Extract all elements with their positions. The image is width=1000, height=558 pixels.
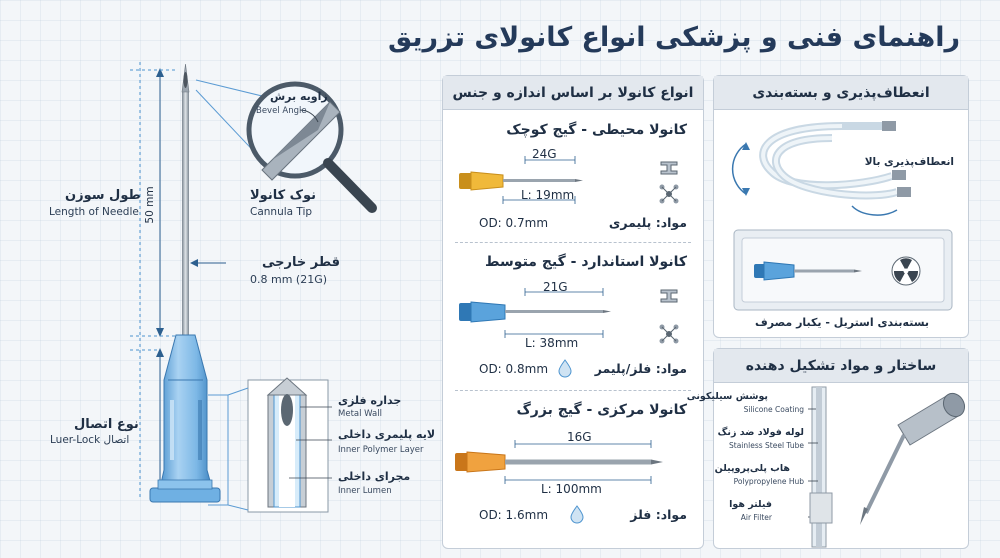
inner-lumen-en: Inner Lumen <box>338 486 392 496</box>
needle-shaft <box>182 92 189 342</box>
flexible-tube-image <box>722 114 962 224</box>
type-1-material: مواد: پلیمری <box>608 215 687 230</box>
type-3-od: OD: 1.6mm <box>479 508 549 522</box>
flex-packaging-panel <box>713 75 969 338</box>
type-1-od: OD: 0.7mm <box>479 216 549 230</box>
luer-lock-base <box>150 488 220 502</box>
page-title: راهنمای فنی و پزشکی انواع کانولای تزریق <box>388 22 960 53</box>
type-divider-2 <box>455 390 691 391</box>
drop-icon <box>569 504 585 524</box>
needle-cutaway-image <box>808 385 968 547</box>
polypropylene-hub-label: هاب پلی‌پروپیلن <box>714 463 790 474</box>
drop-icon <box>557 358 573 378</box>
type-divider-1 <box>455 242 691 243</box>
type-1-length: L: 19mm <box>521 188 575 202</box>
type-2-title: کانولا استاندارد - گیج متوسط <box>485 254 687 270</box>
type-3-material: مواد: فلز <box>630 507 687 522</box>
needle-length-en: Length of Needle <box>49 206 139 218</box>
connector-type-label: نوع اتصال <box>74 417 139 432</box>
type-3-gauge: 16G <box>567 430 592 444</box>
silicone-coating-label: پوشش سیلیکونی <box>686 391 768 402</box>
metal-wall-en: Metal Wall <box>338 409 382 419</box>
high-flexibility-label: انعطاف‌پذیری بالا <box>864 156 954 168</box>
type-1-title: کانولا محیطی - گیج کوچک <box>506 122 687 138</box>
polypropylene-hub-en: Polypropylene Hub <box>733 477 804 486</box>
inner-polymer-en: Inner Polymer Layer <box>338 445 424 455</box>
type-1-gauge: 24G <box>532 147 557 161</box>
outer-diameter-label: قطر خارجی <box>262 255 341 270</box>
bevel-angle-en: Bevel Angle <box>256 106 307 116</box>
steel-bar-icon <box>657 284 681 308</box>
outer-diameter-value: 0.8 mm (21G) <box>250 273 328 286</box>
materials-panel <box>686 348 969 549</box>
type-2-gauge: 21G <box>543 280 568 294</box>
bevel-angle-label: زاویه برش <box>270 90 328 103</box>
type-2-material: مواد: فلز/پلیمر <box>594 361 687 376</box>
air-filter-label: فیلتر هوا <box>729 499 772 510</box>
type-2-length: L: 38mm <box>525 336 579 350</box>
cannula-tip-label: نوک کانولا <box>250 188 317 203</box>
steel-bar-icon <box>657 156 681 180</box>
cannula-tip-en: Cannula Tip <box>250 206 313 218</box>
molecule-icon <box>657 182 681 206</box>
types-panel-header: انواع کانولا بر اساس اندازه و جنس <box>443 76 703 110</box>
length-value-label: 50 mm <box>144 186 156 224</box>
needle-hub <box>160 335 212 488</box>
air-filter-en: Air Filter <box>740 513 772 522</box>
sterile-package-image <box>732 228 954 312</box>
type-2-od: OD: 0.8mm <box>479 362 549 376</box>
type-3-title: کانولا مرکزی - گیج بزرگ <box>516 402 687 418</box>
cannula-types-panel <box>442 75 704 549</box>
type-3-length: L: 100mm <box>541 482 602 496</box>
inner-lumen-label: مجرای داخلی <box>338 470 411 483</box>
silicone-coating-en: Silicone Coating <box>743 405 804 414</box>
connector-type-en: Luer-Lock اتصال <box>50 434 130 446</box>
sterile-packaging-label: بسته‌بندی استریل - یکبار مصرف <box>754 316 930 329</box>
steel-tube-label: لوله فولاد ضد زنگ <box>717 427 804 438</box>
flex-panel-header: انعطاف‌پذیری و بسته‌بندی <box>714 76 968 110</box>
magnifier-handle <box>328 163 372 208</box>
inner-polymer-label: لایه پلیمری داخلی <box>338 428 436 441</box>
steel-tube-en: Stainless Steel Tube <box>729 441 804 450</box>
needle-length-label: طول سوزن <box>65 188 141 203</box>
materials-panel-header: ساختار و مواد تشکیل دهنده <box>714 349 968 383</box>
metal-wall-label: جداره فلزی <box>338 394 402 407</box>
molecule-icon <box>657 322 681 346</box>
